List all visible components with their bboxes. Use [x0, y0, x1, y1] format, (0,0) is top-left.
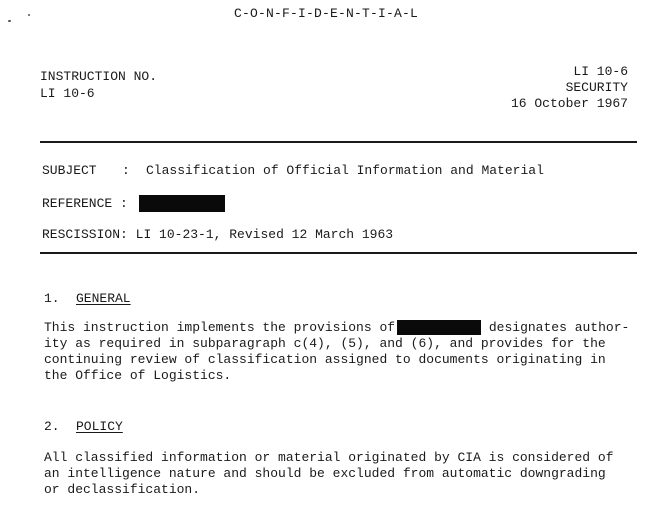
- classification-marking: C-O-N-F-I-D-E-N-T-I-A-L: [233, 6, 419, 21]
- instruction-label: INSTRUCTION NO.: [40, 69, 158, 84]
- paragraph-text: designates author-: [488, 320, 630, 335]
- subject-value: Classification of Official Information and Material: [146, 163, 544, 178]
- instruction-number-block: [40, 68, 157, 102]
- paragraph-line: [44, 320, 640, 336]
- subject-label: SUBJECT: [42, 163, 97, 178]
- paragraph-line: an intelligence nature and should be excluded from automatic downgrading: [44, 466, 606, 481]
- reference-label: REFERENCE :: [42, 195, 128, 211]
- section-paragraph: [44, 450, 640, 498]
- section-title: GENERAL: [76, 291, 131, 306]
- section-heading: [44, 419, 123, 434]
- paragraph-line: All classified information or material originated by CIA is considered of: [44, 450, 614, 465]
- reference-row: [42, 195, 225, 212]
- redaction-bar: [397, 320, 481, 335]
- paragraph-line: or declassification.: [44, 482, 201, 497]
- section-title: POLICY: [76, 419, 123, 434]
- section-paragraph: [44, 320, 640, 384]
- rescission-row: [42, 227, 393, 242]
- paragraph-text: This instruction implements the provisions of: [44, 320, 396, 335]
- rescission-value: LI 10-23-1, Revised 12 March 1963: [135, 227, 394, 242]
- paragraph-line: ity as required in subparagraph c(4), (5), and (6), and provides for the: [44, 336, 606, 351]
- instruction-right-number: LI 10-6: [573, 64, 628, 79]
- instruction-category: SECURITY: [565, 80, 628, 95]
- subject-row: [42, 163, 544, 178]
- redaction-bar: [139, 195, 225, 212]
- paragraph-line: the Office of Logistics.: [44, 368, 232, 383]
- paragraph-line: continuing review of classification assigned to documents originating in: [44, 352, 606, 367]
- subject-separator: :: [122, 163, 130, 178]
- instruction-number: LI 10-6: [40, 86, 95, 101]
- section-number: 1.: [44, 291, 60, 306]
- rescission-label: RESCISSION:: [42, 227, 128, 242]
- instruction-meta-block: [511, 64, 628, 112]
- section-number: 2.: [44, 419, 60, 434]
- top-rule: [40, 141, 637, 143]
- bottom-rule: [40, 252, 637, 254]
- instruction-date: 16 October 1967: [510, 96, 628, 111]
- section-heading: [44, 291, 131, 306]
